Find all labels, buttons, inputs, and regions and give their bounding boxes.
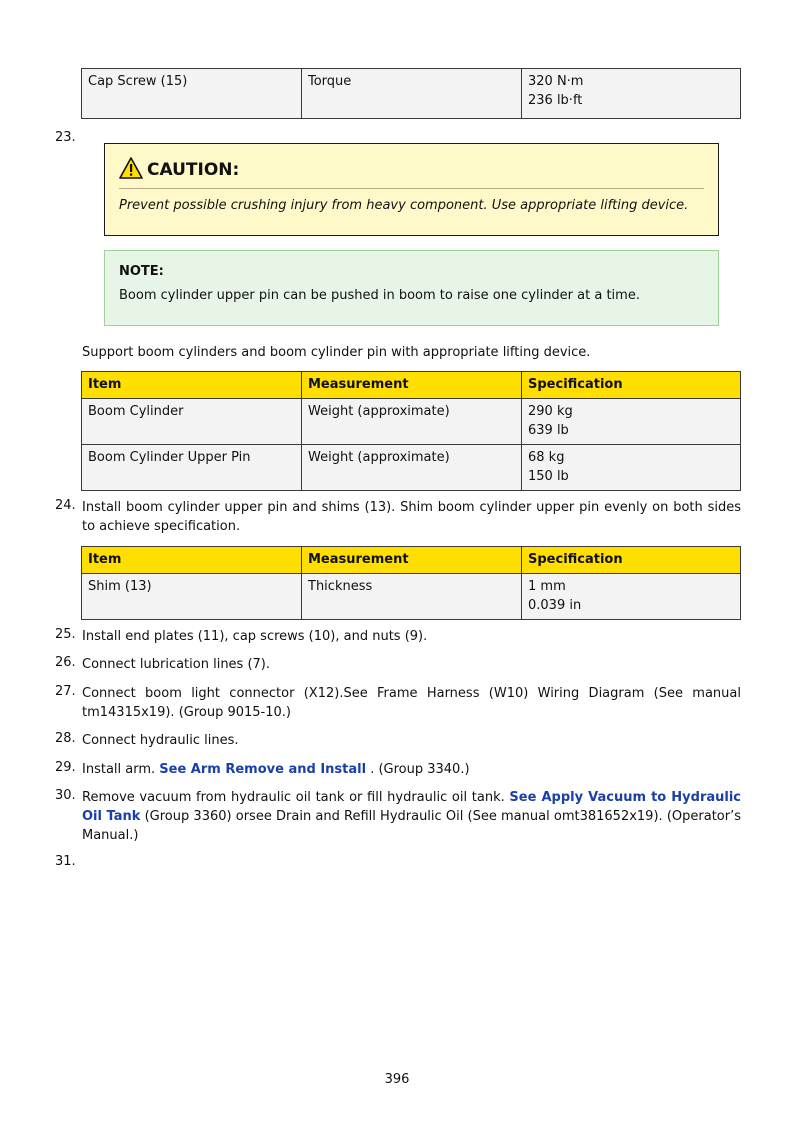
table-row bbox=[82, 445, 741, 491]
table-row bbox=[82, 399, 741, 445]
apply-vacuum-link[interactable]: See Apply Vacuum to Hydraulic Oil Tank bbox=[82, 790, 742, 824]
caution-text: Prevent possible crushing injury from heavy component. Use appropriate lifting device. bbox=[119, 198, 689, 213]
table-cell bbox=[522, 574, 741, 620]
spec-imperial: 0.039 in bbox=[528, 598, 582, 613]
caution-heading bbox=[119, 157, 239, 180]
table-cell bbox=[522, 69, 741, 119]
step-text: Install end plates (11), cap screws (10), and nuts (9). bbox=[82, 629, 428, 644]
table-row bbox=[82, 574, 741, 620]
table-cell: Shim (13) bbox=[82, 574, 302, 620]
step-text-suffix: (Group 3360) orsee Drain and Refill Hydraulic Oil (See manual omt381652x19). (Operator’s Manual.) bbox=[82, 809, 741, 843]
page-number: 396 bbox=[384, 1072, 410, 1087]
step-text bbox=[82, 760, 741, 779]
column-header: Item bbox=[82, 547, 302, 574]
column-header: Specification bbox=[522, 372, 741, 399]
table-cell: Boom Cylinder bbox=[82, 399, 302, 445]
step-number: 29. bbox=[55, 760, 76, 775]
spec-metric: 1 mm bbox=[528, 579, 566, 594]
spec-metric: 290 kg bbox=[528, 404, 573, 419]
column-header: Measurement bbox=[302, 372, 522, 399]
table-row bbox=[82, 69, 741, 119]
step-number: 23. bbox=[55, 130, 76, 145]
spec-metric: 320 N·m bbox=[528, 74, 584, 89]
table-cell: Torque bbox=[302, 69, 522, 119]
spec-metric: 68 kg bbox=[528, 450, 565, 465]
step-text-prefix: Remove vacuum from hydraulic oil tank or fill hydraulic oil tank. bbox=[82, 790, 510, 805]
column-header: Measurement bbox=[302, 547, 522, 574]
step-text: Connect hydraulic lines. bbox=[82, 733, 239, 748]
step-number: 24. bbox=[55, 498, 76, 513]
step-number: 26. bbox=[55, 655, 76, 670]
table-cell: Weight (approximate) bbox=[302, 445, 522, 491]
caution-title: CAUTION: bbox=[147, 160, 240, 180]
step-text-prefix: Install arm. bbox=[82, 762, 160, 777]
table-cell bbox=[522, 445, 741, 491]
column-header: Specification bbox=[522, 547, 741, 574]
table-header-row bbox=[82, 372, 741, 399]
weight-spec-table bbox=[81, 371, 741, 491]
note-title: NOTE: bbox=[119, 264, 164, 279]
spec-imperial: 150 lb bbox=[528, 469, 569, 484]
step-number: 28. bbox=[55, 731, 76, 746]
step-number: 31. bbox=[55, 854, 76, 869]
step-number: 27. bbox=[55, 684, 76, 699]
table-header-row bbox=[82, 547, 741, 574]
caution-box bbox=[104, 143, 719, 236]
step-number: 30. bbox=[55, 788, 76, 803]
step-text: Connect lubrication lines (7). bbox=[82, 657, 271, 672]
note-box bbox=[104, 250, 719, 326]
table-cell: Thickness bbox=[302, 574, 522, 620]
table-cell: Boom Cylinder Upper Pin bbox=[82, 445, 302, 491]
step-text-suffix: . (Group 3340.) bbox=[366, 762, 470, 777]
spec-imperial: 236 lb·ft bbox=[528, 93, 583, 108]
table-cell bbox=[522, 399, 741, 445]
note-text: Boom cylinder upper pin can be pushed in boom to raise one cylinder at a time. bbox=[119, 288, 640, 303]
step-text: Connect boom light connector (X12).See Frame Harness (W10) Wiring Diagram (See manual tm14315x19). (Group 9015-10.) bbox=[82, 686, 741, 720]
step-text: Install boom cylinder upper pin and shims (13). Shim boom cylinder upper pin evenly on both sides to achieve specification. bbox=[82, 500, 741, 534]
column-header: Item bbox=[82, 372, 302, 399]
spec-imperial: 639 lb bbox=[528, 423, 569, 438]
arm-remove-install-link[interactable]: See Arm Remove and Install bbox=[159, 762, 367, 777]
shim-spec-table bbox=[81, 546, 741, 620]
step-instruction: Support boom cylinders and boom cylinder pin with appropriate lifting device. bbox=[82, 345, 591, 360]
torque-spec-table bbox=[81, 68, 741, 119]
table-cell: Cap Screw (15) bbox=[82, 69, 302, 119]
step-number: 25. bbox=[55, 627, 76, 642]
divider bbox=[119, 188, 704, 189]
step-text bbox=[82, 788, 741, 845]
table-cell: Weight (approximate) bbox=[302, 399, 522, 445]
warning-triangle-icon bbox=[119, 157, 143, 179]
